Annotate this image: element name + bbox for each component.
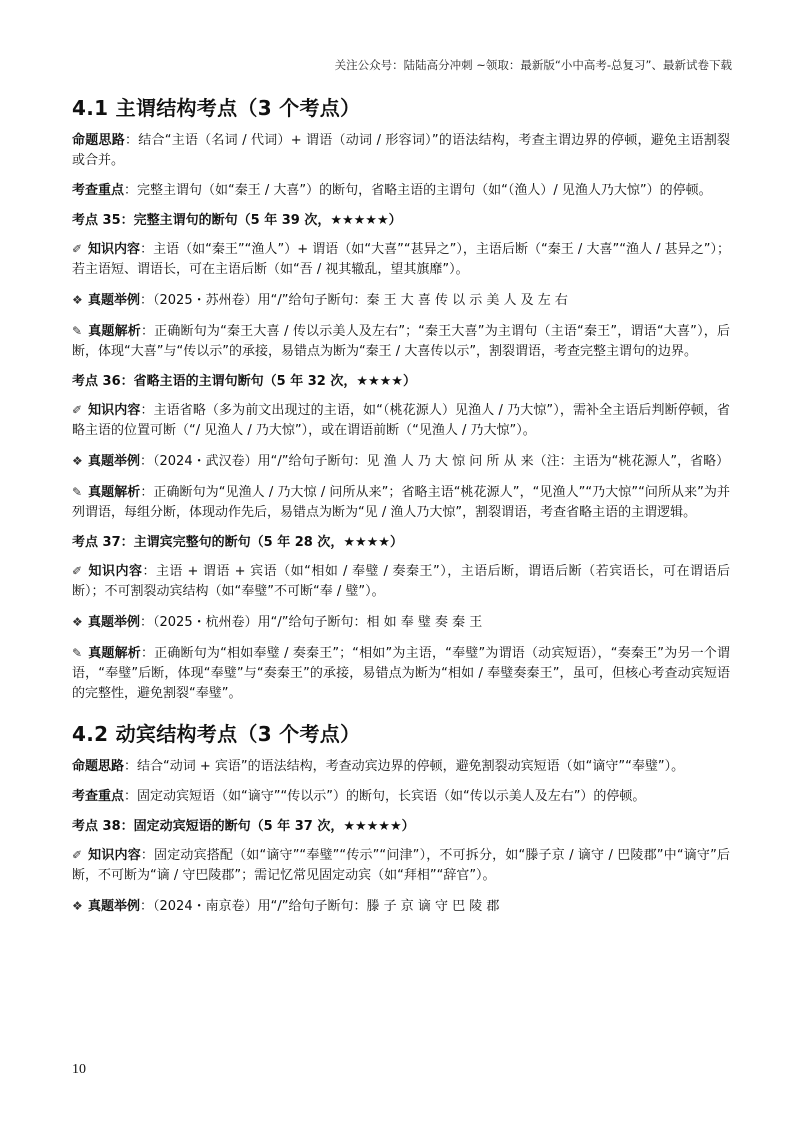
intro-label: 命题思路 bbox=[72, 133, 125, 148]
analysis-text: ：正确断句为“见渔人 / 乃大惊 / 问所从来”；省略主语“桃花源人”，“见渔人”“乃大惊”“问所从来”为并列谓语，每组分断，体现动作先后，易错点为断为“见 / 渔人乃大惊”，割裂谓语，考查省略主语的主谓逻辑。 bbox=[72, 485, 730, 520]
example-paragraph bbox=[72, 896, 730, 917]
knowledge-label: 知识内容 bbox=[88, 564, 143, 579]
page-header: 关注公众号：陆陆高分冲刺 ~领取：最新版“小中高考-总复习”、最新试卷下载 bbox=[334, 58, 732, 72]
knowledge-paragraph bbox=[72, 561, 730, 602]
knowledge-label: 知识内容 bbox=[88, 848, 141, 863]
intro-text: ：固定动宾短语（如“谪守”“传以示”）的断句，长宾语（如“传以示美人及左右”）的停顿。 bbox=[124, 789, 646, 804]
analysis-label: 真题解析 bbox=[88, 485, 141, 500]
analysis-label: 真题解析 bbox=[88, 324, 141, 339]
pencil-icon: ✐ bbox=[72, 403, 83, 417]
example-paragraph bbox=[72, 451, 730, 472]
pencil-icon: ✐ bbox=[72, 564, 83, 578]
diamond-bullet-icon: ❖ bbox=[72, 454, 83, 468]
intro-text: ：结合“动词 + 宾语”的语法结构，考查动宾边界的停顿，避免割裂动宾短语（如“谪守”“奉璧”）。 bbox=[124, 759, 685, 774]
intro-label: 命题思路 bbox=[72, 759, 125, 774]
intro-paragraph bbox=[72, 757, 730, 777]
point-heading: 考点 36：省略主语的主谓句断句（5 年 32 次，★★★★） bbox=[72, 374, 416, 389]
pen-nib-icon: ✎ bbox=[72, 324, 83, 338]
knowledge-text: ：主语省略（多为前文出现过的主语，如“（桃花源人）见渔人 / 乃大惊”），需补全主语后判断停顿，省略主语的位置可断（“/ 见渔人 / 乃大惊”），或在谓语前断（“见渔人 / 乃大惊”）。 bbox=[72, 403, 730, 438]
diamond-bullet-icon: ❖ bbox=[72, 899, 83, 913]
analysis-text: ：正确断句为“秦王大喜 / 传以示美人及左右”；“秦王大喜”为主谓句（主语“秦王”，谓语“大喜”），后断，体现“大喜”与“传以示”的承接，易错点为断为“秦王 / 大喜传以示”，割裂谓语，考查完整主谓句的边界。 bbox=[72, 324, 730, 359]
example-label: 真题举例 bbox=[88, 615, 141, 630]
point-heading: 考点 35：完整主谓句的断句（5 年 39 次，★★★★★） bbox=[72, 213, 402, 228]
knowledge-text: ：主语（如“秦王”“渔人”）+ 谓语（如“大喜”“甚异之”），主语后断（“秦王 / 大喜”“渔人 / 甚异之”）；若主语短、谓语长，可在主语后断（如“吾 / 视其辙乱，望其旗靡”）。 bbox=[72, 242, 730, 277]
intro-text: ：完整主谓句（如“秦王 / 大喜”）的断句，省略主语的主谓句（如“（渔人）/ 见渔人乃大惊”）的停顿。 bbox=[124, 183, 712, 198]
example-label: 真题举例 bbox=[88, 454, 141, 469]
diamond-bullet-icon: ❖ bbox=[72, 615, 83, 629]
page-content bbox=[72, 92, 730, 927]
intro-paragraph bbox=[72, 181, 730, 201]
analysis-paragraph bbox=[72, 321, 730, 362]
example-text: ：（2024・南京卷）用“/”给句子断句：滕 子 京 谪 守 巴 陵 郡 bbox=[140, 899, 500, 914]
intro-label: 考查重点 bbox=[72, 789, 125, 804]
knowledge-text: ：主语 + 谓语 + 宾语（如“相如 / 奉璧 / 奏秦王”），主语后断，谓语后断（若宾语长，可在谓语后断）；不可割裂动宾结构（如“奉璧”不可断“奉 / 璧”）。 bbox=[72, 564, 730, 599]
example-label: 真题举例 bbox=[88, 899, 141, 914]
example-label: 真题举例 bbox=[88, 293, 141, 308]
example-paragraph bbox=[72, 612, 730, 633]
page-number: 10 bbox=[72, 1062, 86, 1077]
analysis-paragraph bbox=[72, 482, 730, 523]
example-paragraph bbox=[72, 290, 730, 311]
diamond-bullet-icon: ❖ bbox=[72, 293, 83, 307]
intro-label: 考查重点 bbox=[72, 183, 125, 198]
knowledge-label: 知识内容 bbox=[88, 242, 141, 257]
knowledge-text: ：固定动宾搭配（如“谪守”“奉璧”“传示”“问津”），不可拆分，如“滕子京 / 谪守 / 巴陵郡”中“谪守”后断，不可断为“谪 / 守巴陵郡”；需记忆常见固定动宾（如“拜相”“辞官”）。 bbox=[72, 848, 730, 883]
pen-nib-icon: ✎ bbox=[72, 485, 83, 499]
point-heading: 考点 38：固定动宾短语的断句（5 年 37 次，★★★★★） bbox=[72, 819, 415, 834]
point-heading: 考点 37：主谓宾完整句的断句（5 年 28 次，★★★★） bbox=[72, 535, 403, 550]
intro-text: ：结合“主语（名词 / 代词）+ 谓语（动词 / 形容词）”的语法结构，考查主谓边界的停顿，避免主语割裂或合并。 bbox=[72, 133, 730, 168]
knowledge-paragraph bbox=[72, 239, 730, 280]
example-text: ：（2025・苏州卷）用“/”给句子断句：秦 王 大 喜 传 以 示 美 人 及 左 右 bbox=[140, 293, 568, 308]
section-title: 4.2 动宾结构考点（3 个考点） bbox=[72, 722, 361, 746]
intro-paragraph bbox=[72, 787, 730, 807]
section-title: 4.1 主谓结构考点（3 个考点） bbox=[72, 96, 361, 120]
analysis-label: 真题解析 bbox=[88, 646, 141, 661]
knowledge-paragraph bbox=[72, 845, 730, 886]
analysis-text: ：正确断句为“相如奉璧 / 奏秦王”；“相如”为主语，“奉璧”为谓语（动宾短语），“奏秦王”为另一个谓语，“奉璧”后断，体现“奉璧”与“奏秦王”的承接，易错点为断为“相如 / 奉璧奏秦王”，虽可，但核心考查动宾短语的完整性，避免割裂“奉璧”。 bbox=[72, 646, 730, 701]
example-text: ：（2024・武汉卷）用“/”给句子断句：见 渔 人 乃 大 惊 问 所 从 来（注：主语为“桃花源人”，省略） bbox=[140, 454, 730, 469]
intro-paragraph bbox=[72, 131, 730, 171]
pencil-icon: ✐ bbox=[72, 848, 83, 862]
analysis-paragraph bbox=[72, 643, 730, 704]
example-text: ：（2025・杭州卷）用“/”给句子断句：相 如 奉 璧 奏 秦 王 bbox=[140, 615, 483, 630]
knowledge-paragraph bbox=[72, 400, 730, 441]
knowledge-label: 知识内容 bbox=[88, 403, 141, 418]
pen-nib-icon: ✎ bbox=[72, 646, 83, 660]
pencil-icon: ✐ bbox=[72, 242, 83, 256]
